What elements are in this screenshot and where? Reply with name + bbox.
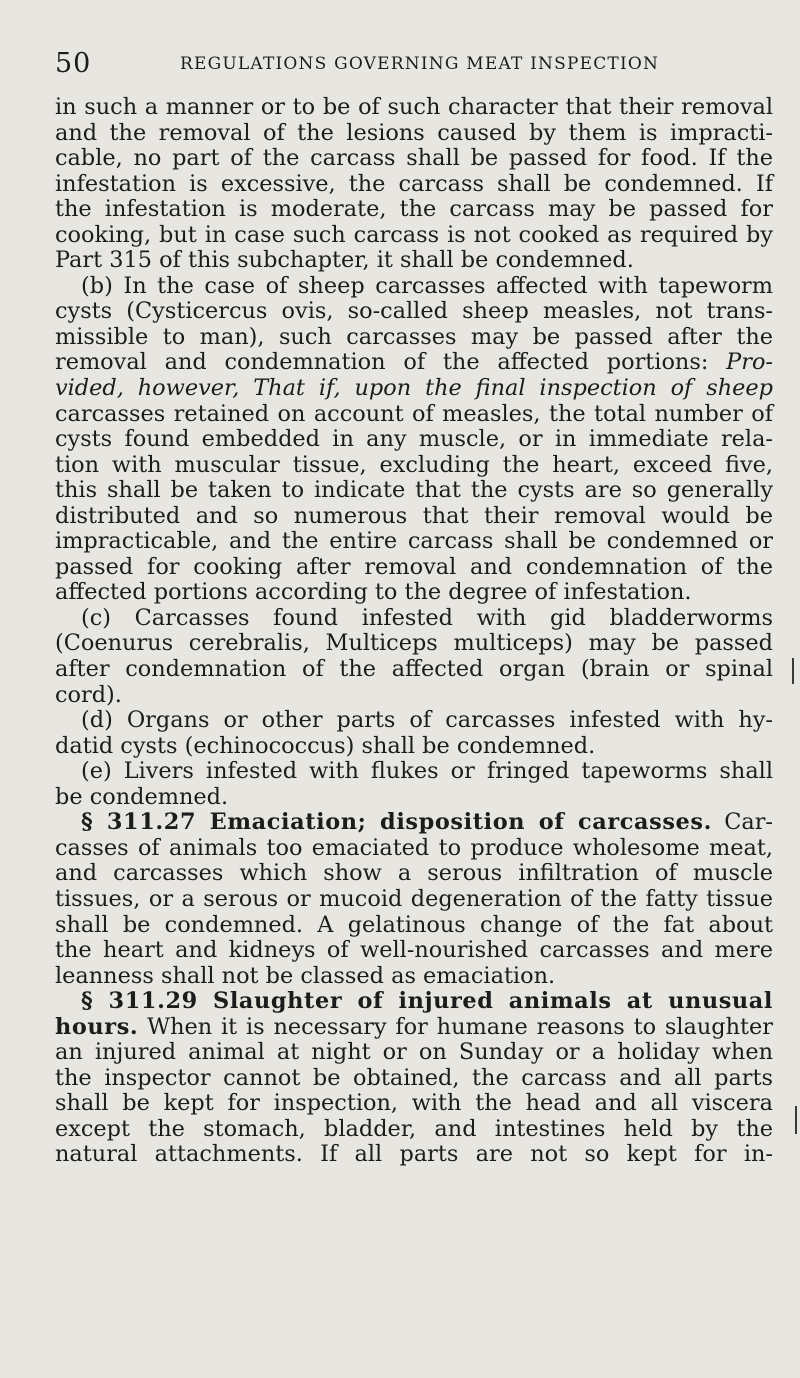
text-line: vided, however, That if, upon the final inspection of sheep	[55, 375, 773, 402]
text-line: impracticable, and the entire carcass shall be condemned or	[55, 528, 773, 555]
text-line: missible to man), such carcasses may be passed after the	[55, 323, 773, 350]
text-line: be condemned.	[55, 783, 229, 810]
text-segment: When it is necessary for humane reasons to slaughter	[138, 1013, 773, 1040]
text-line: the inspector cannot be obtained, the carcass and all parts	[55, 1064, 773, 1091]
text-line: datid cysts (echinococcus) shall be condemned.	[55, 732, 596, 759]
text-line: casses of animals too emaciated to produce wholesome meat,	[55, 834, 773, 861]
section-heading: § 311.27 Emaciation; disposition of carcasses.	[81, 809, 712, 836]
section-311-27-heading-line	[55, 810, 773, 836]
paragraph-e-line: (e) Livers infested with flukes or fringed tapeworms shall	[81, 758, 773, 785]
text-line: tion with muscular tissue, excluding the heart, exceed five,	[55, 451, 773, 478]
section-311-29-heading: § 311.29 Slaughter of injured animals at unusual	[81, 988, 773, 1015]
running-head: REGULATIONS GOVERNING MEAT INSPECTION	[180, 54, 660, 74]
text-line: (Coenurus cerebralis, Multiceps multiceps) may be passed	[55, 630, 773, 657]
text-line: in such a manner or to be of such character that their removal	[55, 94, 773, 120]
text-line: shall be kept for inspection, with the head and all viscera	[55, 1090, 773, 1117]
section-heading: hours.	[55, 1013, 139, 1040]
proviso-italic: Pro-	[726, 349, 773, 376]
margin-mark	[795, 1106, 797, 1134]
text-line: infestation is excessive, the carcass shall be condemned. If	[55, 170, 773, 197]
paragraph-d-line: (d) Organs or other parts of carcasses infested with hy-	[81, 707, 773, 734]
text-line: affected portions according to the degree of infestation.	[55, 579, 692, 606]
text-line: this shall be taken to indicate that the cysts are so generally	[55, 477, 773, 504]
text-line: shall be condemned. A gelatinous change of the fat about	[55, 911, 773, 938]
text-line	[55, 350, 773, 376]
margin-mark	[792, 658, 794, 684]
text-line: cooking, but in case such carcass is not cooked as required by	[55, 221, 773, 248]
text-line: the heart and kidneys of well-nourished carcasses and mere	[55, 937, 773, 964]
text-line: natural attachments. If all parts are not so kept for in-	[55, 1141, 773, 1168]
text-line: Part 315 of this subchapter, it shall be condemned.	[55, 247, 634, 274]
text-line: and carcasses which show a serous infiltration of muscle	[55, 860, 773, 887]
page-number: 50	[55, 48, 92, 79]
paragraph-c-line: (c) Carcasses found infested with gid bladderworms	[81, 604, 773, 631]
text-line: an injured animal at night or on Sunday or a holiday when	[55, 1039, 773, 1066]
text-line: cord).	[55, 681, 122, 708]
text-line: cable, no part of the carcass shall be passed for food. If the	[55, 145, 773, 172]
paragraph-b-line: (b) In the case of sheep carcasses affected with tapeworm	[81, 272, 773, 299]
text-line: distributed and so numerous that their removal would be	[55, 502, 773, 529]
section-311-29-heading-line	[55, 1015, 773, 1041]
text-line: after condemnation of the affected organ (brain or spinal	[55, 656, 773, 683]
body-text	[55, 95, 773, 1168]
text-line: passed for cooking after removal and condemnation of the	[55, 553, 773, 580]
text-line: cysts found embedded in any muscle, or in immediate rela-	[55, 426, 773, 453]
text-line: and the removal of the lesions caused by them is impracti-	[55, 119, 773, 146]
text-line: tissues, or a serous or mucoid degeneration of the fatty tissue	[55, 885, 773, 912]
text-line: the infestation is moderate, the carcass may be passed for	[55, 196, 773, 223]
text-line: leanness shall not be classed as emaciation.	[55, 962, 556, 989]
page-header	[55, 48, 775, 82]
text-line: except the stomach, bladder, and intestines held by the	[55, 1115, 773, 1142]
text-segment: removal and condemnation of the affected portions:	[55, 349, 727, 376]
text-line: carcasses retained on account of measles, the total number of	[55, 400, 773, 427]
text-segment: Car-	[711, 809, 773, 836]
text-line: cysts (Cysticercus ovis, so-called sheep measles, not trans-	[55, 298, 773, 325]
